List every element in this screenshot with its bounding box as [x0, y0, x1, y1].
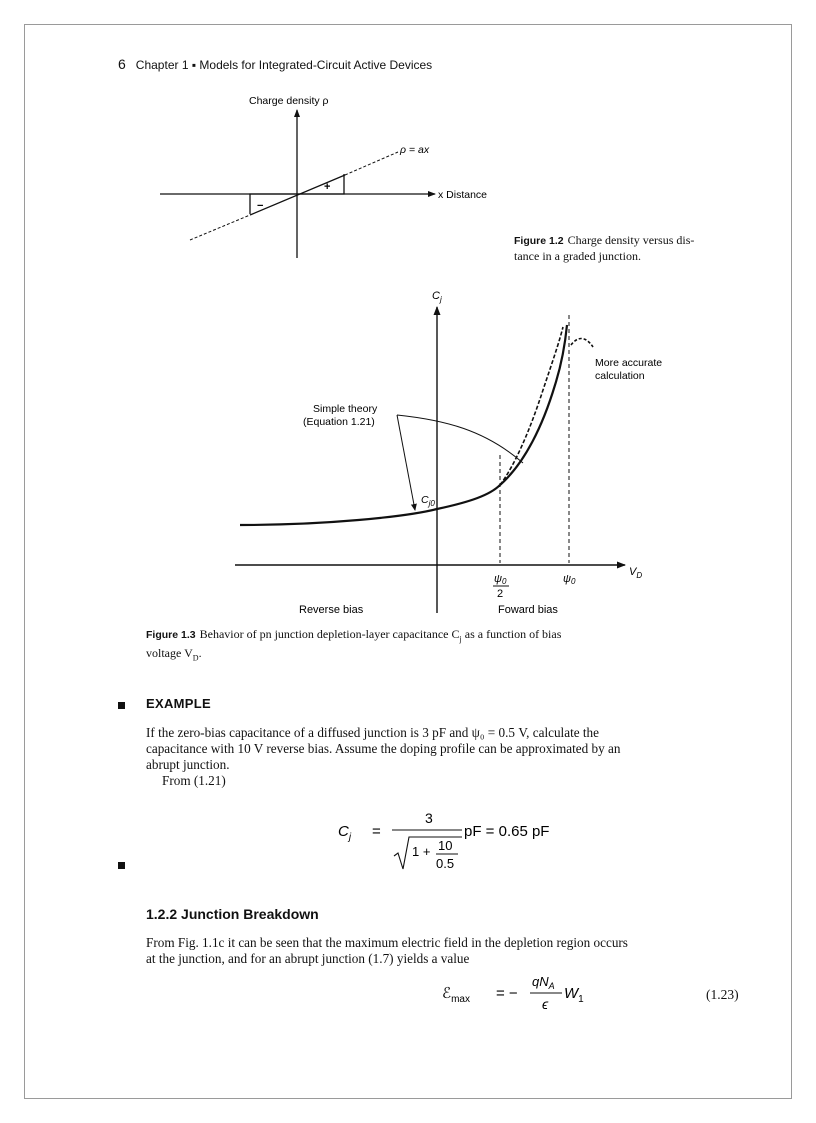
fig13-accurate-curve: [500, 327, 563, 485]
eq2-equals-minus: = −: [496, 985, 518, 1002]
eq1-result: pF = 0.65 pF: [464, 823, 550, 840]
fig12-positive-region: [297, 174, 344, 194]
example-line1: If the zero-bias capacitance of a diffused junction is 3 pF and ψ₀ = 0.5 V, calculate the: [146, 725, 600, 740]
fig13-caption-line1-end: as a function of bias: [461, 627, 562, 641]
example-heading: EXAMPLE: [146, 696, 211, 711]
fig13-callout-arrow-left: [397, 415, 415, 510]
section-heading: 1.2.2 Junction Breakdown: [146, 906, 319, 922]
fig13-psi-half-num: ψ0: [494, 573, 507, 586]
running-head: [118, 56, 432, 72]
example-equation: [330, 806, 590, 876]
equation-number: (1.23): [706, 987, 739, 1002]
figure-1-3-caption: [146, 627, 766, 666]
fig12-caption-line2: tance in a graded junction.: [514, 249, 641, 263]
eq2-lhs: ℰ$_{max}$: [442, 985, 470, 1005]
fig12-minus-sign: −: [257, 200, 264, 212]
eq1-inner-den: 0.5: [436, 856, 455, 871]
eq2-denominator: ϵ: [542, 996, 549, 1012]
fig13-cj0-label: $C_{j0}$: [421, 494, 435, 508]
eq1-equals: =: [372, 823, 381, 840]
figure-1-3: [225, 285, 665, 620]
fig13-simple-theory-line1: Simple theory: [313, 403, 378, 415]
section-line2: at the junction, and for an abrupt junction (1.7) yields a value: [146, 951, 470, 966]
section-paragraph: [146, 935, 756, 967]
fig13-callout-arrow-right: [397, 415, 523, 463]
fig13-accurate-callout: [571, 339, 593, 348]
fig13-caption-line2-end: .: [198, 646, 202, 661]
eq1-inner-num: 10: [438, 838, 453, 853]
fig12-plus-sign: +: [324, 181, 331, 193]
example-line2: capacitance with 10 V reverse bias. Assume the doping profile can be approximated by an: [146, 741, 621, 756]
fig13-forward-bias: Foward bias: [498, 604, 558, 616]
eq2-numerator: $qN_A$: [532, 974, 555, 991]
fig13-simple-theory-line2: (Equation 1.21): [303, 416, 375, 428]
fig13-x-label: $V_D$: [629, 566, 643, 580]
eq1-lhs: $C_j$: [338, 823, 352, 843]
page-number: 6: [118, 56, 126, 72]
section-line1: From Fig. 1.1c it can be seen that the maximum electric field in the depletion region occurs: [146, 935, 628, 950]
fig12-line-label: ρ = ax: [400, 144, 430, 156]
fig13-caption-sub1: j: [459, 634, 462, 644]
fig12-caption-number: Figure 1.2: [514, 235, 564, 247]
fig13-reverse-bias: Reverse bias: [299, 604, 364, 616]
fig13-psi0-label: ψ0: [563, 573, 576, 586]
example-paragraph: [146, 725, 756, 789]
fig13-accurate-line2: calculation: [595, 370, 645, 382]
fig12-line-dashed-right: [345, 152, 398, 175]
fig12-caption-line1: Charge density versus dis-: [567, 233, 695, 247]
fig13-simple-theory-curve: [240, 325, 567, 525]
figure-1-2-caption: [514, 233, 694, 264]
example-line3: abrupt junction.: [146, 757, 230, 772]
example-line4: From (1.21): [162, 773, 226, 788]
fig13-caption-sub2: D: [192, 653, 199, 663]
equation-1-23: [440, 972, 640, 1024]
eq1-numerator: 3: [425, 810, 433, 826]
fig13-caption-line2: voltage V: [146, 646, 193, 661]
fig12-y-label: Charge density ρ: [249, 95, 329, 107]
fig13-caption-number: Figure 1.3: [146, 629, 196, 641]
eq2-rhs: $W_1$: [564, 985, 584, 1005]
fig12-line-dashed-left: [190, 215, 250, 240]
fig13-accurate-line1: More accurate: [595, 357, 663, 369]
running-head-text: Chapter 1 ▪ Models for Integrated-Circuit Active Devices: [135, 58, 433, 72]
fig12-x-label: x Distance: [438, 189, 488, 201]
fig13-y-label: $C_j$: [432, 290, 442, 304]
fig13-caption-line1: Behavior of pn junction depletion-layer capacitance C: [199, 627, 460, 641]
fig13-psi-half-den: 2: [497, 588, 504, 600]
example-start-bullet: [118, 702, 125, 709]
eq1-one-plus: 1 +: [412, 844, 431, 859]
example-end-bullet: [118, 862, 125, 869]
figure-1-2: [150, 90, 570, 265]
